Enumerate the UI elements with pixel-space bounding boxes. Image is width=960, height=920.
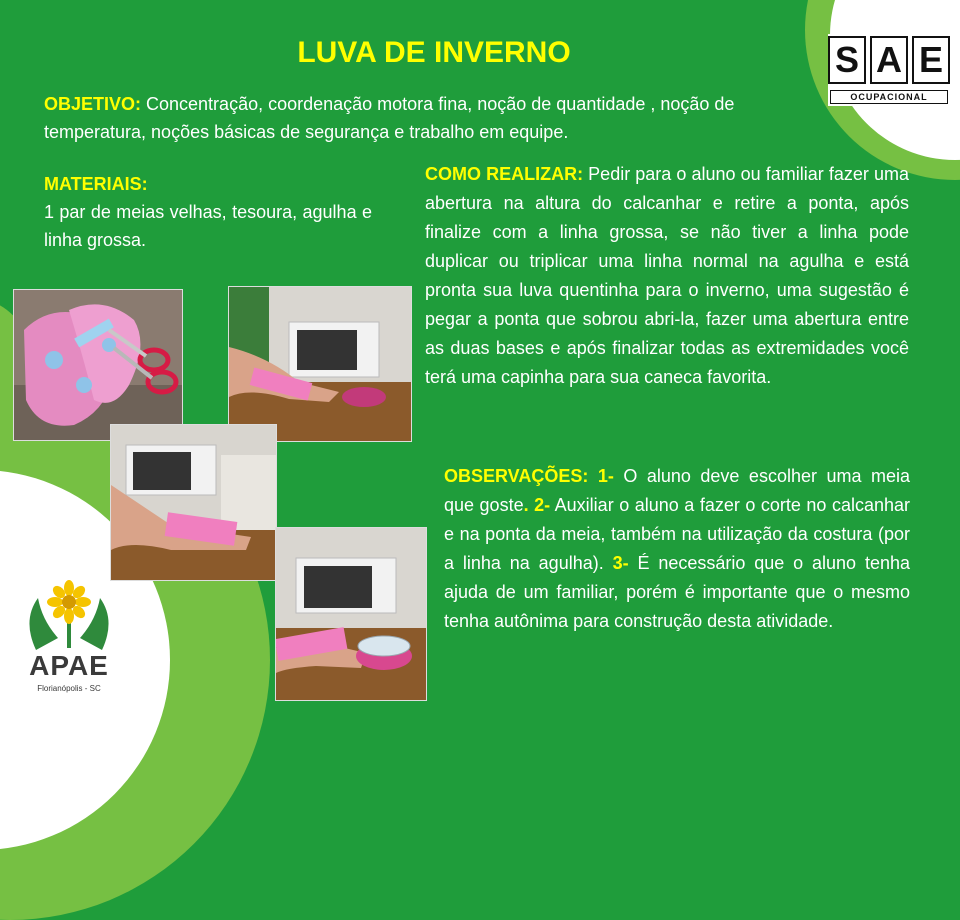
objetivo-section: [44, 90, 804, 146]
objetivo-text: Concentração, coordenação motora fina, noção de quantidade , noção de temperatura, noções básicas de segurança e trabalho em equipe.: [44, 94, 735, 142]
obs-number-2: 2-: [528, 495, 551, 515]
como-realizar-section: [425, 160, 909, 392]
photo-glove-microwave-1: [228, 286, 412, 442]
obs-text-2: Auxiliar o aluno a fazer o corte no calcanhar e na ponta da meia, também na utilização da costura (por a linha na agulha).: [444, 495, 910, 573]
materiais-text: 1 par de meias velhas, tesoura, agulha e linha grossa.: [44, 202, 372, 250]
sae-logo: [828, 34, 950, 106]
apae-city: Florianópolis - SC: [37, 684, 101, 693]
flower-hands-icon: [18, 580, 120, 652]
objetivo-label: OBJETIVO:: [44, 94, 142, 114]
obs-number-1: 1-: [597, 466, 614, 486]
materiais-label: MATERIAIS:: [44, 174, 148, 194]
como-realizar-text: Pedir para o aluno ou familiar fazer uma abertura na altura do calcanhar e retire a ponta, após finalize com a linha grossa, se não tiver a linha pode duplicar ou triplicar uma linha normal na agulha e está pronta sua luva quentinha para o inverno, uma sugestão é pegar a ponta que sobrou abri-la, fazer uma abertura entre as duas bases e após finalizar todas as extremidades você terá uma capinha para sua caneca favorita.: [425, 164, 909, 387]
sae-subtitle: OCUPACIONAL: [830, 90, 948, 104]
sae-letter-s: S: [828, 36, 866, 84]
page-title: LUVA DE INVERNO: [297, 36, 571, 69]
observacoes-section: [444, 462, 910, 636]
como-realizar-label: COMO REALIZAR:: [425, 164, 584, 184]
observacoes-label: OBSERVAÇÕES:: [444, 466, 589, 486]
obs-text-3: É necessário que o aluno tenha ajuda de um familiar, porém é importante que o mesmo tenha autônima para construção desta atividade.: [444, 553, 910, 631]
obs-dot-1: .: [523, 495, 529, 515]
apae-name: APAE: [29, 650, 109, 681]
sae-letter-e: E: [912, 36, 950, 84]
obs-text-1: O aluno deve escolher uma meia que goste: [444, 466, 910, 515]
photo-glove-mug-cover: [275, 527, 427, 701]
obs-number-3: 3-: [603, 553, 629, 573]
apae-logo: [18, 580, 120, 710]
materiais-section: [44, 170, 372, 254]
sae-letter-a: A: [870, 36, 908, 84]
photo-glove-microwave-2: [110, 424, 277, 581]
photo-socks-scissors: [13, 289, 183, 441]
sae-letters: [828, 36, 950, 84]
